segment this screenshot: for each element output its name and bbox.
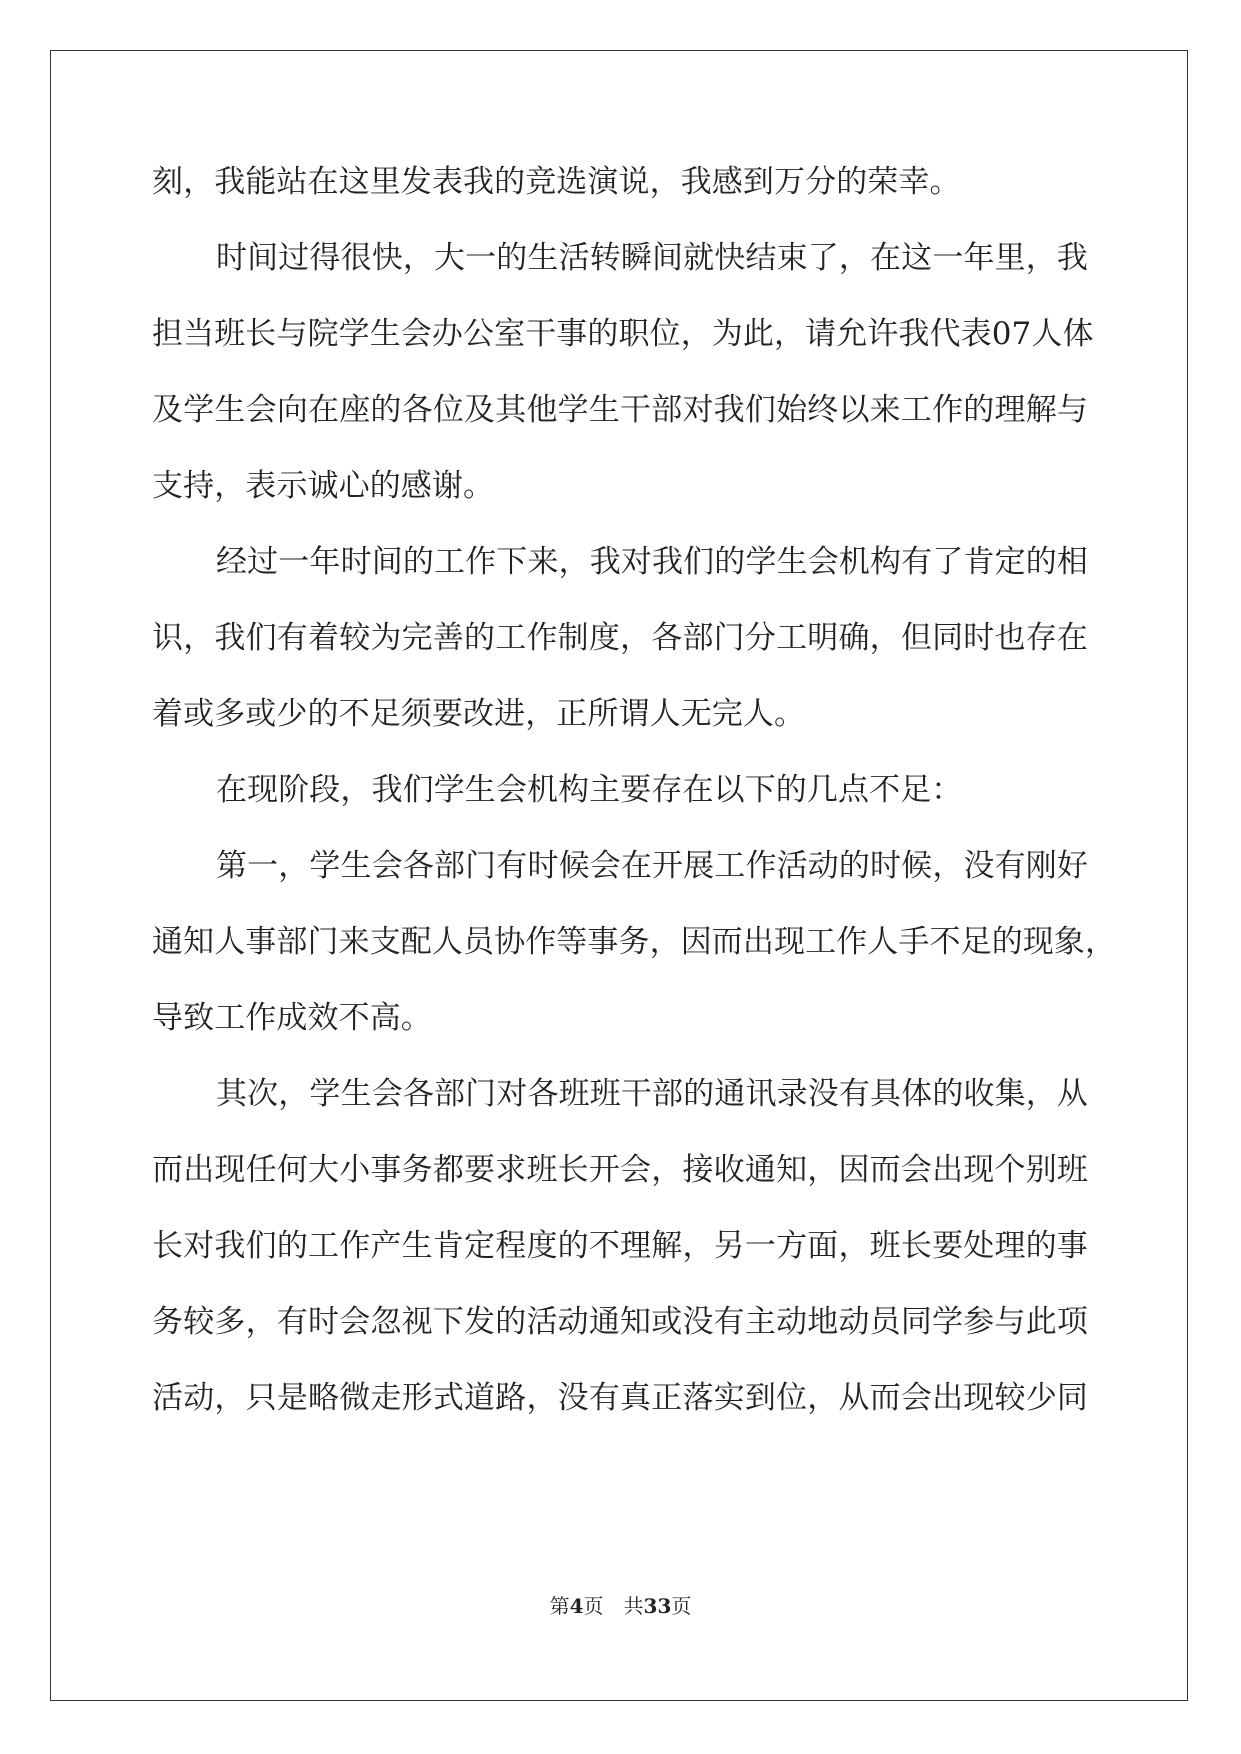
footer-prefix: 第 [549,1594,570,1618]
text-line: 及学生会向在座的各位及其他学生干部对我们始终以来工作的理解与 [152,392,1088,428]
footer-total-prefix: 共 [623,1594,644,1618]
text-line: 长对我们的工作产生肯定程度的不理解，另一方面，班长要处理的事 [152,1228,1088,1264]
text-line: 其次，学生会各部门对各班班干部的通讯录没有具体的收集，从 [216,1076,1088,1112]
text-line: 第一，学生会各部门有时候会在开展工作活动的时候，没有刚好 [216,848,1088,884]
page-footer [0,1590,1241,1619]
text-line: 导致工作成效不高。 [152,1000,432,1036]
text-line: 务较多，有时会忽视下发的活动通知或没有主动地动员同学参与此项 [152,1304,1088,1340]
text-line: 而出现任何大小事务都要求班长开会，接收通知，因而会出现个别班 [152,1152,1088,1188]
text-line: 经过一年时间的工作下来，我对我们的学生会机构有了肯定的相 [216,544,1088,580]
text-line: 通知人事部门来支配人员协作等事务，因而出现工作人手不足的现象， [152,924,1117,960]
text-line: 在现阶段，我们学生会机构主要存在以下的几点不足： [216,772,963,808]
text-line: 刻，我能站在这里发表我的竞选演说，我感到万分的荣幸。 [152,164,961,200]
text-line: 识，我们有着较为完善的工作制度，各部门分工明确，但同时也存在 [152,620,1088,656]
text-line: 活动，只是略微走形式道路，没有真正落实到位，从而会出现较少同 [152,1380,1088,1416]
total-pages: 33 [643,1594,672,1618]
text-line: 着或多或少的不足须要改进，正所谓人无完人。 [152,696,806,732]
text-line: 担当班长与院学生会办公室干事的职位，为此，请允许我代表07人体 [152,316,1094,352]
text-line: 时间过得很快，大一的生活转瞬间就快结束了，在这一年里，我 [216,240,1088,276]
footer-page-suffix: 页 [583,1594,604,1618]
text-line: 支持，表示诚心的感谢。 [152,468,495,504]
page-number: 4 [569,1594,584,1618]
body-text [152,158,1117,1450]
footer-total-suffix: 页 [671,1594,692,1618]
